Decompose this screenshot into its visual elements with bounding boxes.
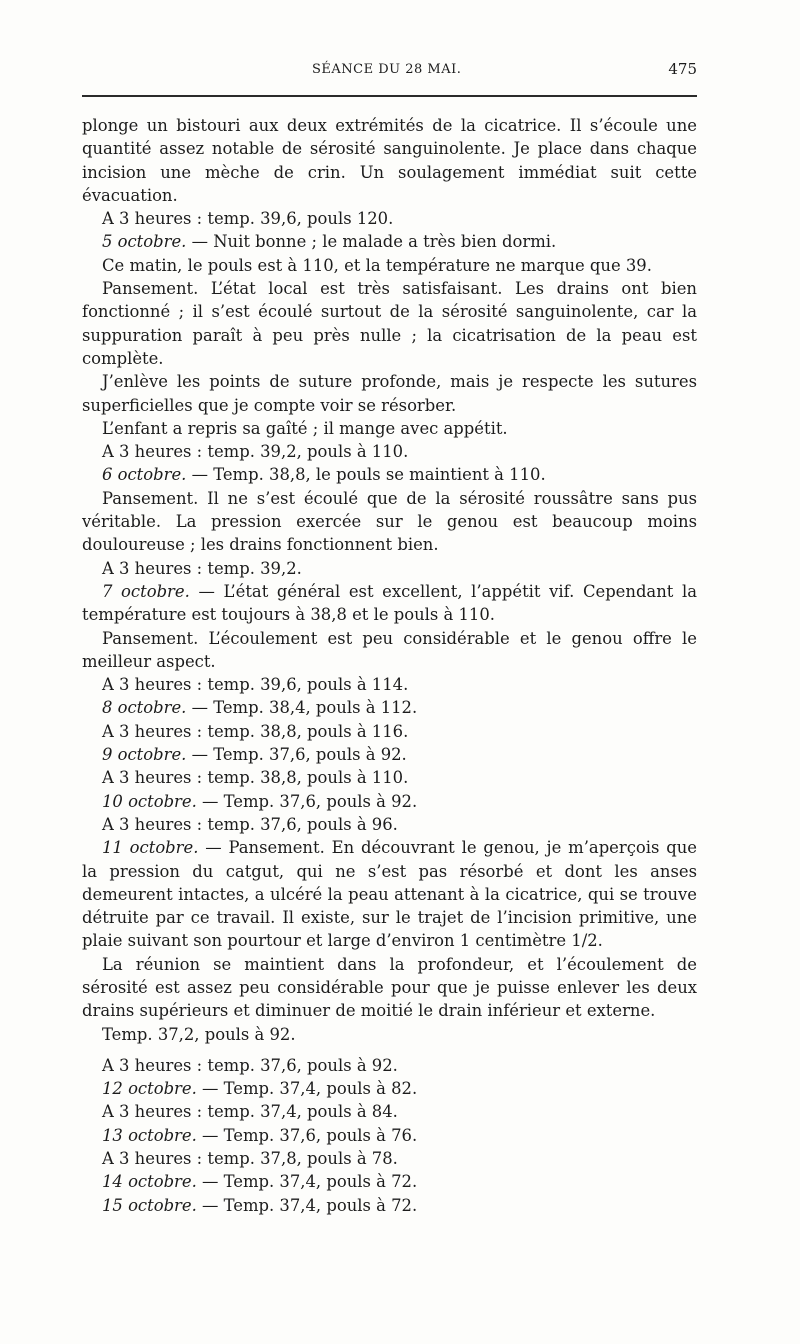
entry-date: 9 octobre. bbox=[102, 745, 187, 765]
paragraph-text: — Nuit bonne ; le malade a très bien dormi. bbox=[186, 232, 557, 252]
paragraph-text: — Temp. 37,4, pouls à 72. bbox=[196, 1195, 418, 1215]
paragraph-text: A 3 heures : temp. 38,8, pouls à 110. bbox=[102, 768, 409, 788]
paragraph-text: A 3 heures : temp. 37,8, pouls à 78. bbox=[102, 1149, 398, 1169]
entry-date: 6 octobre. bbox=[102, 465, 187, 485]
paragraph bbox=[82, 370, 697, 417]
paragraph bbox=[82, 463, 697, 486]
paragraph-text: — Temp. 37,4, pouls à 72. bbox=[196, 1172, 418, 1192]
entry-date: 13 octobre. bbox=[102, 1125, 197, 1145]
paragraph bbox=[82, 487, 697, 557]
entry-date: 14 octobre. bbox=[102, 1172, 197, 1192]
paragraph-text: A 3 heures : temp. 39,2. bbox=[102, 558, 302, 578]
paragraph-text: J’enlève les points de suture profonde, mais je respecte les sutures superficielles que je compte voir se résorber. bbox=[82, 372, 697, 415]
paragraph bbox=[82, 790, 697, 813]
paragraph-text: — Temp. 37,6, pouls à 76. bbox=[196, 1125, 418, 1145]
paragraph-text: Pansement. L’écoulement est peu considérable et le genou offre le meilleur aspect. bbox=[82, 628, 697, 671]
paragraph bbox=[82, 230, 697, 253]
paragraph bbox=[82, 1077, 697, 1100]
paragraph-text: plonge un bistouri aux deux extrémités de la cicatrice. Il s’écoule une quantité assez notable de sérosité sanguinolente. Je place dans chaque incision une mèche de crin. Un soulagement immédiat suit cette évacuation. bbox=[82, 116, 697, 205]
paragraph bbox=[82, 953, 697, 1023]
paragraph-text: — Temp. 38,8, le pouls se maintient à 110. bbox=[186, 465, 546, 485]
paragraph bbox=[82, 557, 697, 580]
paragraph-text: A 3 heures : temp. 37,6, pouls à 92. bbox=[102, 1055, 398, 1075]
paragraph-text: — Temp. 37,6, pouls à 92. bbox=[186, 745, 407, 765]
paragraph-text: — Temp. 38,4, pouls à 112. bbox=[186, 698, 418, 718]
paragraph-text: A 3 heures : temp. 39,2, pouls à 110. bbox=[102, 442, 409, 462]
paragraph-text: A 3 heures : temp. 37,6, pouls à 96. bbox=[102, 814, 398, 834]
paragraph bbox=[82, 114, 697, 207]
paragraph bbox=[82, 836, 697, 952]
paragraph bbox=[82, 1194, 697, 1217]
paragraph bbox=[82, 1124, 697, 1147]
paragraph-text: — L’état général est excellent, l’appétit vif. Cependant la température est toujours à 38,8 et le pouls à 110. bbox=[82, 581, 697, 625]
paragraph bbox=[82, 417, 697, 440]
page-header bbox=[82, 60, 697, 86]
paragraph bbox=[82, 696, 697, 719]
paragraph bbox=[82, 1100, 697, 1123]
paragraph bbox=[82, 766, 697, 789]
paragraph-text: Temp. 37,2, pouls à 92. bbox=[102, 1024, 296, 1044]
paragraph-text: Pansement. L’état local est très satisfaisant. Les drains ont bien fonctionné ; il s’est écoulé surtout de la sérosité sanguinolente, car la suppuration paraît à peu près nulle ; la cicatrisation de la peau est complète. bbox=[82, 279, 697, 368]
paragraph-text: A 3 heures : temp. 37,4, pouls à 84. bbox=[102, 1102, 398, 1122]
paragraph bbox=[82, 580, 697, 627]
entry-date: 12 octobre. bbox=[102, 1079, 197, 1099]
paragraph bbox=[82, 1054, 697, 1077]
paragraph-text: A 3 heures : temp. 39,6, pouls 120. bbox=[102, 209, 394, 229]
paragraph-text: L’enfant a repris sa gaîté ; il mange avec appétit. bbox=[102, 418, 508, 438]
paragraph bbox=[82, 1023, 697, 1046]
paragraph bbox=[82, 440, 697, 463]
paragraph bbox=[82, 1170, 697, 1193]
paragraph bbox=[82, 207, 697, 230]
entry-date: 5 octobre. bbox=[102, 232, 187, 252]
page-number: 475 bbox=[668, 60, 697, 78]
paragraph bbox=[82, 720, 697, 743]
paragraph bbox=[82, 813, 697, 836]
paragraph-text: Pansement. Il ne s’est écoulé que de la sérosité roussâtre sans pus véritable. La pression exercée sur le genou est beaucoup moins douloureuse ; les drains fonctionnent bien. bbox=[82, 488, 697, 555]
entry-date: 7 octobre. bbox=[102, 581, 190, 601]
paragraph-text: — Pansement. En découvrant le genou, je m’aperçois que la pression du catgut, qui ne s’est pas résorbé et dont les anses demeurent intactes, a ulcéré la peau attenant à la cicatrice, qui se trouve détruite par ce travail. Il existe, sur le trajet de l’incision primitive, une plaie suivant son pourtour et large d’environ 1 centimètre 1/2. bbox=[82, 838, 697, 951]
paragraph-text: Ce matin, le pouls est à 110, et la température ne marque que 39. bbox=[102, 255, 652, 275]
paragraph bbox=[82, 1147, 697, 1170]
body-text bbox=[82, 114, 697, 1217]
entry-date: 8 octobre. bbox=[102, 698, 187, 718]
paragraph bbox=[82, 743, 697, 766]
paragraph bbox=[82, 673, 697, 696]
paragraph-text: A 3 heures : temp. 38,8, pouls à 116. bbox=[102, 721, 409, 741]
paragraph bbox=[82, 254, 697, 277]
entry-date: 15 octobre. bbox=[102, 1195, 197, 1215]
entry-date: 10 octobre. bbox=[102, 791, 197, 811]
paragraph bbox=[82, 627, 697, 674]
paragraph bbox=[82, 277, 697, 370]
header-rule bbox=[82, 95, 697, 97]
entry-date: 11 octobre. bbox=[102, 838, 199, 858]
paragraph-text: — Temp. 37,6, pouls à 92. bbox=[196, 791, 418, 811]
paragraph-text: A 3 heures : temp. 39,6, pouls à 114. bbox=[102, 675, 409, 695]
running-head: SÉANCE DU 28 MAI. bbox=[312, 62, 462, 77]
paragraph-text: — Temp. 37,4, pouls à 82. bbox=[196, 1079, 418, 1099]
paragraph-text: La réunion se maintient dans la profondeur, et l’écoulement de sérosité est assez peu considérable pour que je puisse enlever les deux drains supérieurs et diminuer de moitié le drain inférieur et externe. bbox=[82, 954, 697, 1021]
